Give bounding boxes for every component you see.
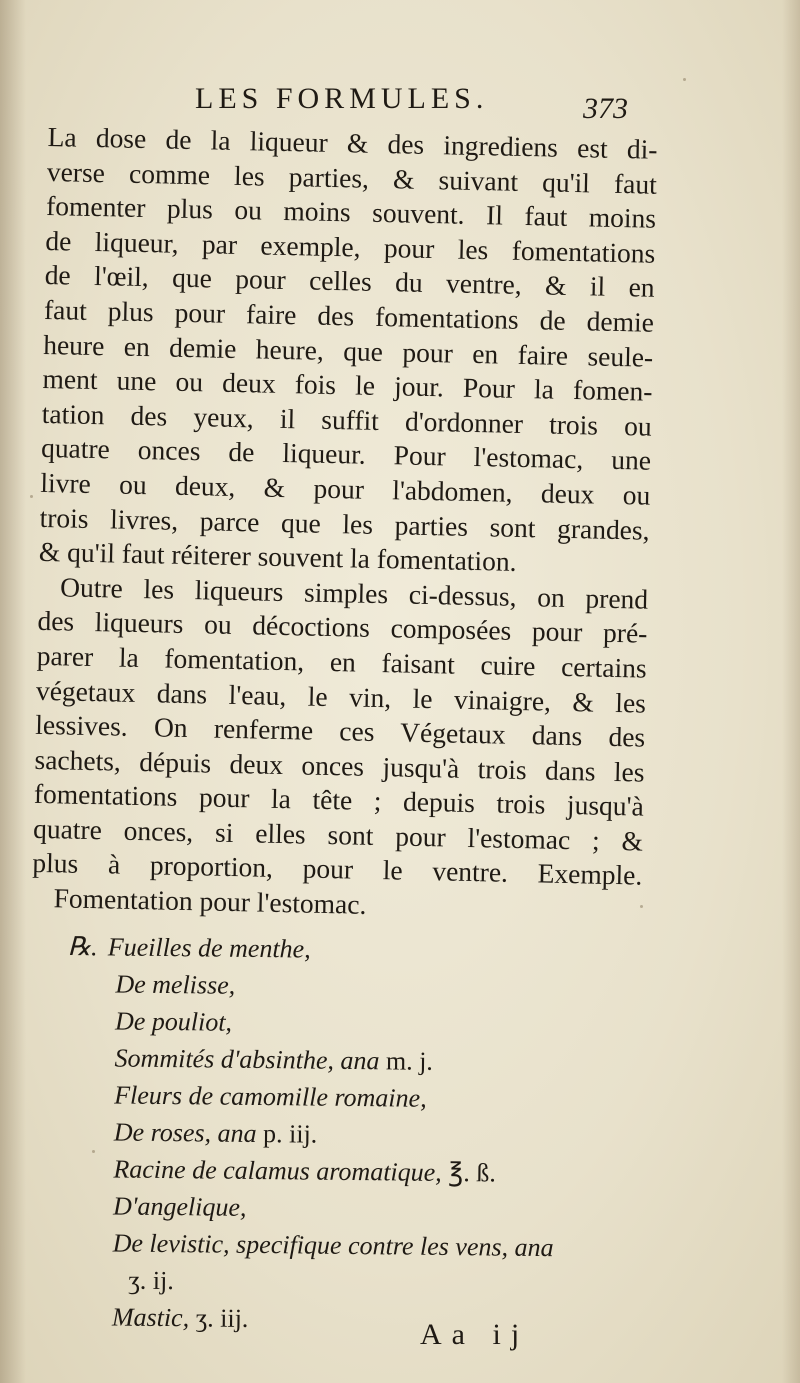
- text-line: fomentations pour la tête ; depuis trois jusqu'à: [33, 778, 645, 822]
- recipe-line: D'angelique,: [112, 1191, 247, 1222]
- text-line: parer la fomentation, en faisant cuire certains: [36, 639, 647, 684]
- gutter-shadow: [0, 0, 26, 1383]
- text-line: heure en demie heure, que pour en faire seule-: [42, 328, 654, 373]
- page-number: 373: [583, 92, 628, 125]
- text-line: faut plus pour faire des fomentations de demie: [43, 293, 655, 338]
- text-line: quatre onces, si elles sont pour l'estomac ; &: [32, 812, 644, 857]
- text-line: végetaux dans l'eau, le vin, le vinaigre, & les: [35, 674, 647, 719]
- page-edge: [782, 0, 800, 1383]
- text-line: fomenter plus ou moins souvent. Il faut moins: [45, 190, 657, 234]
- text-line: tation des yeux, il suffit d'ordonner trois ou: [41, 397, 653, 442]
- recipe-line: De roses, ana p. iij.: [113, 1117, 318, 1149]
- recipe-list: [64, 928, 557, 1340]
- recipe-line: Fleurs de camomille romaine,: [114, 1080, 427, 1113]
- paper-speck: [30, 495, 33, 498]
- recipe-line: Sommités d'absinthe, ana m. j.: [114, 1043, 434, 1076]
- recipe-symbol: ℞.: [67, 931, 98, 962]
- text-line: plus à proportion, pour le ventre. Exemple.: [32, 847, 643, 892]
- text-line: trois livres, parce que les parties sont grandes,: [39, 501, 650, 546]
- text-line: livre ou deux, & pour l'abdomen, deux ou: [40, 466, 651, 511]
- text-line: Outre les liqueurs simples ci-dessus, on prend: [59, 571, 649, 615]
- text-line: de liqueur, par exemple, pour les fomentations: [45, 224, 656, 269]
- recipe-line: ʒ. ij.: [128, 1265, 174, 1296]
- recipe-line: Racine de calamus aromatique, ℥. ß.: [113, 1154, 496, 1188]
- text-line: verse comme les parties, & suivant qu'il faut: [46, 155, 658, 200]
- text-line: lessives. On renferme ces Végetaux dans des: [35, 708, 646, 753]
- recipe-line: De melisse,: [115, 969, 236, 1000]
- recipe-line: De levistic, specifique contre les vens, ana: [112, 1228, 554, 1263]
- running-head: LES FORMULES.: [195, 82, 489, 115]
- paper-speck: [92, 1150, 95, 1153]
- recipe-line: ℞. Fueilles de menthe,: [68, 928, 557, 970]
- text-line: & qu'il faut réiterer souvent la fomentation.: [38, 536, 517, 578]
- text-line: sachets, dépuis deux onces jusqu'à trois dans les: [34, 743, 645, 788]
- recipe-line: Mastic, ʒ. iij.: [111, 1302, 249, 1333]
- text-line: des liqueurs ou décoctions composées pour pré-: [37, 605, 648, 649]
- text-line: ment une ou deux fois le jour. Pour la fomen-: [42, 363, 653, 407]
- recipe-title: Fomentation pour l'estomac.: [53, 882, 367, 920]
- signature-mark: Aa ij: [420, 1318, 530, 1351]
- recipe-line: De pouliot,: [114, 1006, 233, 1037]
- text-line: quatre onces de liqueur. Pour l'estomac, une: [40, 432, 652, 477]
- paper-speck: [683, 78, 686, 81]
- body-text: [31, 120, 658, 928]
- text-line: La dose de la liqueur & des ingrediens est di-: [47, 120, 658, 165]
- text-line: de l'œil, que pour celles du ventre, & il en: [44, 259, 655, 304]
- paper-speck: [640, 905, 643, 908]
